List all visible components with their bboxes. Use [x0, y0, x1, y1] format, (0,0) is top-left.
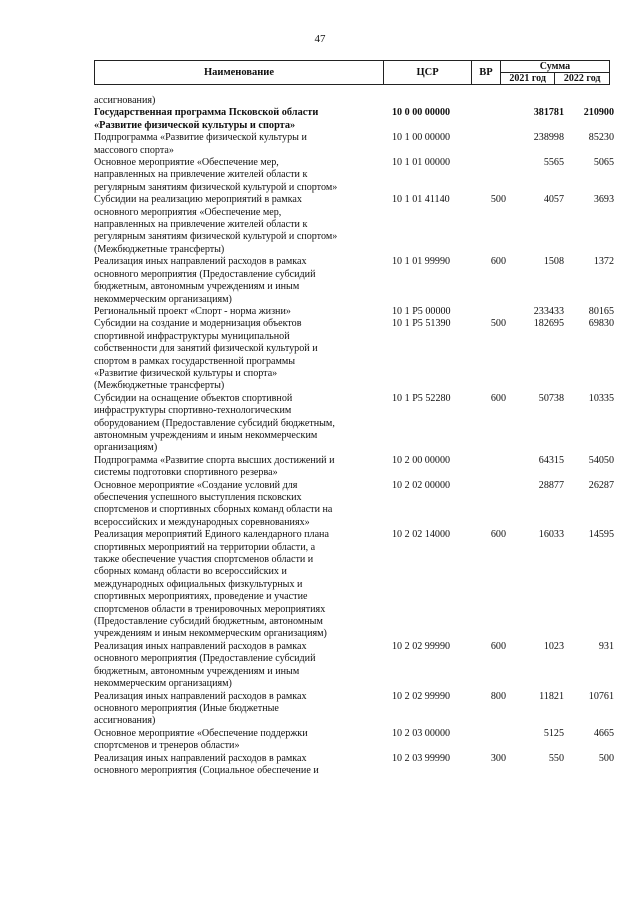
row-csr: 10 1 P5 00000 — [392, 305, 451, 317]
row-csr: 10 2 00 00000 — [392, 454, 451, 466]
row-vr: 600 — [490, 256, 506, 268]
row-csr: 10 1 00 00000 — [392, 132, 451, 144]
row-name: Реализация иных направлений расходов в рамках основного мероприятия (Социальное обеспечение и — [94, 752, 319, 776]
row-sum-2022 — [564, 95, 614, 107]
table-row — [94, 393, 614, 455]
row-sum-2022: 5065 — [593, 157, 614, 169]
row-sum-2022: 10335 — [588, 392, 614, 404]
row-csr — [386, 95, 484, 107]
row-name: Реализация мероприятий Единого календарного плана спортивных мероприятий на территории области, а также обеспечение участия спортсменов области и сборных команд области во всероссийских и международных официальных физкультурных и спортивных мероприятиях, проведение и участие спортсменов области в тренировочных мероприятиях (Предоставление субсидий бюджетным, автономным учреждениям и иным некоммерческим организациям) — [94, 529, 329, 640]
header-year-2022: 2022 год — [555, 73, 610, 85]
table-row — [94, 132, 614, 157]
row-sum-2022: 500 — [598, 752, 614, 764]
row-name: Региональный проект «Спорт - норма жизни» — [94, 305, 291, 317]
row-csr: 10 1 01 00000 — [392, 157, 451, 169]
table-row — [94, 753, 614, 778]
row-sum-2022: 54050 — [588, 454, 614, 466]
row-sum-2022: 4665 — [593, 727, 614, 739]
row-sum-2021 — [506, 95, 564, 107]
row-name: Основное мероприятие «Обеспечение поддержки спортсменов и тренеров области» — [94, 727, 308, 752]
table-row — [94, 728, 614, 753]
row-vr: 600 — [490, 392, 506, 404]
row-sum-2022: 69830 — [588, 318, 614, 330]
row-sum-2021: 50738 — [538, 392, 564, 404]
row-vr — [484, 107, 506, 132]
row-vr: 300 — [490, 752, 506, 764]
row-vr — [484, 480, 506, 530]
row-name: Основное мероприятие «Создание условий для обеспечения успешного выступления псковских спортсменов и спортивных сборных команд области на всероссийских и международных соревнованиях» — [94, 479, 333, 528]
row-name: Субсидии на создание и модернизация объектов спортивной инфраструктуры муниципальной собственности для занятий физической культурой и спортом в рамках государственной программы «Развитие физической культуры и спорта» (Межбюджетные трансферты) — [94, 318, 318, 392]
row-sum-2021: 233433 — [533, 305, 564, 317]
row-csr: 10 1 P5 52280 — [392, 392, 451, 404]
table-row — [94, 455, 614, 480]
row-csr: 10 2 03 99990 — [392, 752, 451, 764]
row-name: Субсидии на оснащение объектов спортивной инфраструктуры спортивно-технологическим оборудованием (Предоставление субсидий бюджетным, автономным учреждениям и иным некоммерческим организациям) — [94, 392, 335, 454]
table-row — [94, 107, 614, 132]
row-vr — [484, 157, 506, 194]
row-vr: 500 — [490, 194, 506, 206]
row-sum-2021: 11821 — [539, 690, 564, 702]
row-vr: 600 — [490, 529, 506, 541]
header-year-2021: 2021 год — [500, 73, 555, 85]
table-row — [94, 318, 614, 392]
row-sum-2021: 381781 — [533, 107, 564, 119]
row-vr: 800 — [490, 690, 506, 702]
row-name: Основное мероприятие «Обеспечение мер, направленных на привлечение жителей области к регулярным занятиям физической культурой и спортом» — [94, 157, 338, 193]
row-sum-2021: 550 — [548, 752, 564, 764]
row-csr: 10 2 02 00000 — [392, 479, 451, 491]
row-sum-2022: 14595 — [588, 529, 614, 541]
row-name: Реализация иных направлений расходов в рамках основного мероприятия (Предоставление субсидий бюджетным, автономным учреждениям и иным некоммерческим организациям) — [94, 640, 316, 690]
row-vr — [484, 728, 506, 753]
row-name: Субсидии на реализацию мероприятий в рамках основного мероприятия «Обеспечение мер, направленных на привлечение жителей области к регулярным занятиям физической культурой и спортом» (Межбюджетные трансферты) — [94, 194, 338, 255]
row-vr: 500 — [490, 318, 506, 330]
row-sum-2022: 10761 — [588, 690, 614, 702]
table-row — [94, 691, 614, 728]
row-sum-2021: 1023 — [543, 640, 564, 652]
table-row — [94, 306, 614, 318]
row-csr: 10 0 00 00000 — [392, 107, 451, 119]
row-name: Реализация иных направлений расходов в рамках основного мероприятия (Предоставление субсидий бюджетным, автономным учреждениям и иным некоммерческим организациям) — [94, 256, 316, 305]
row-csr: 10 1 01 99990 — [392, 256, 451, 268]
table-row — [94, 480, 614, 530]
row-vr — [484, 455, 506, 480]
row-csr: 10 1 P5 51390 — [392, 318, 451, 330]
row-csr: 10 2 02 14000 — [392, 529, 451, 541]
row-sum-2021: 5125 — [543, 727, 564, 739]
row-sum-2022: 26287 — [588, 479, 614, 491]
row-name: Подпрограмма «Развитие физической культуры и массового спорта» — [94, 132, 307, 156]
header-sum: Сумма — [500, 61, 609, 73]
table-row — [94, 641, 614, 691]
header-name: Наименование — [95, 61, 384, 85]
table-row — [94, 194, 614, 256]
row-sum-2021: 4057 — [543, 194, 564, 206]
row-name: Подпрограмма «Развитие спорта высших достижений и системы подготовки спортивного резерва» — [94, 454, 335, 479]
row-name: Реализация иных направлений расходов в рамках основного мероприятия (Иные бюджетные ассигнования) — [94, 690, 307, 727]
table-row — [94, 256, 614, 306]
row-csr: 10 2 02 99990 — [392, 690, 451, 702]
row-csr: 10 1 01 41140 — [392, 194, 450, 206]
row-vr — [484, 132, 506, 157]
row-csr: 10 2 03 00000 — [392, 727, 451, 739]
table-row — [94, 157, 614, 194]
table-row — [94, 95, 614, 107]
row-name: ассигнования) — [94, 95, 156, 106]
row-sum-2021: 28877 — [538, 479, 564, 491]
row-csr: 10 2 02 99990 — [392, 640, 451, 652]
row-sum-2021: 182695 — [533, 318, 564, 330]
row-sum-2021: 5565 — [543, 157, 564, 169]
table-row — [94, 529, 614, 641]
row-sum-2022: 3693 — [593, 194, 614, 206]
row-sum-2022: 1372 — [593, 256, 614, 268]
page-number: 47 — [314, 33, 326, 45]
row-sum-2021: 16033 — [538, 529, 564, 541]
row-sum-2022: 210900 — [583, 107, 614, 119]
row-vr: 600 — [490, 640, 506, 652]
row-sum-2021: 64315 — [538, 454, 564, 466]
row-sum-2021: 238998 — [533, 132, 564, 144]
row-sum-2022: 931 — [598, 640, 614, 652]
table-header — [94, 60, 610, 85]
header-vr: ВР — [472, 61, 501, 85]
row-vr — [484, 306, 506, 318]
table-body — [94, 95, 614, 777]
row-sum-2021: 1508 — [543, 256, 564, 268]
row-vr — [484, 95, 506, 107]
row-sum-2022: 80165 — [588, 305, 614, 317]
header-csr: ЦСР — [384, 61, 472, 85]
row-sum-2022: 85230 — [588, 132, 614, 144]
row-name: Государственная программа Псковской области «Развитие физической культуры и спорта» — [94, 107, 319, 131]
